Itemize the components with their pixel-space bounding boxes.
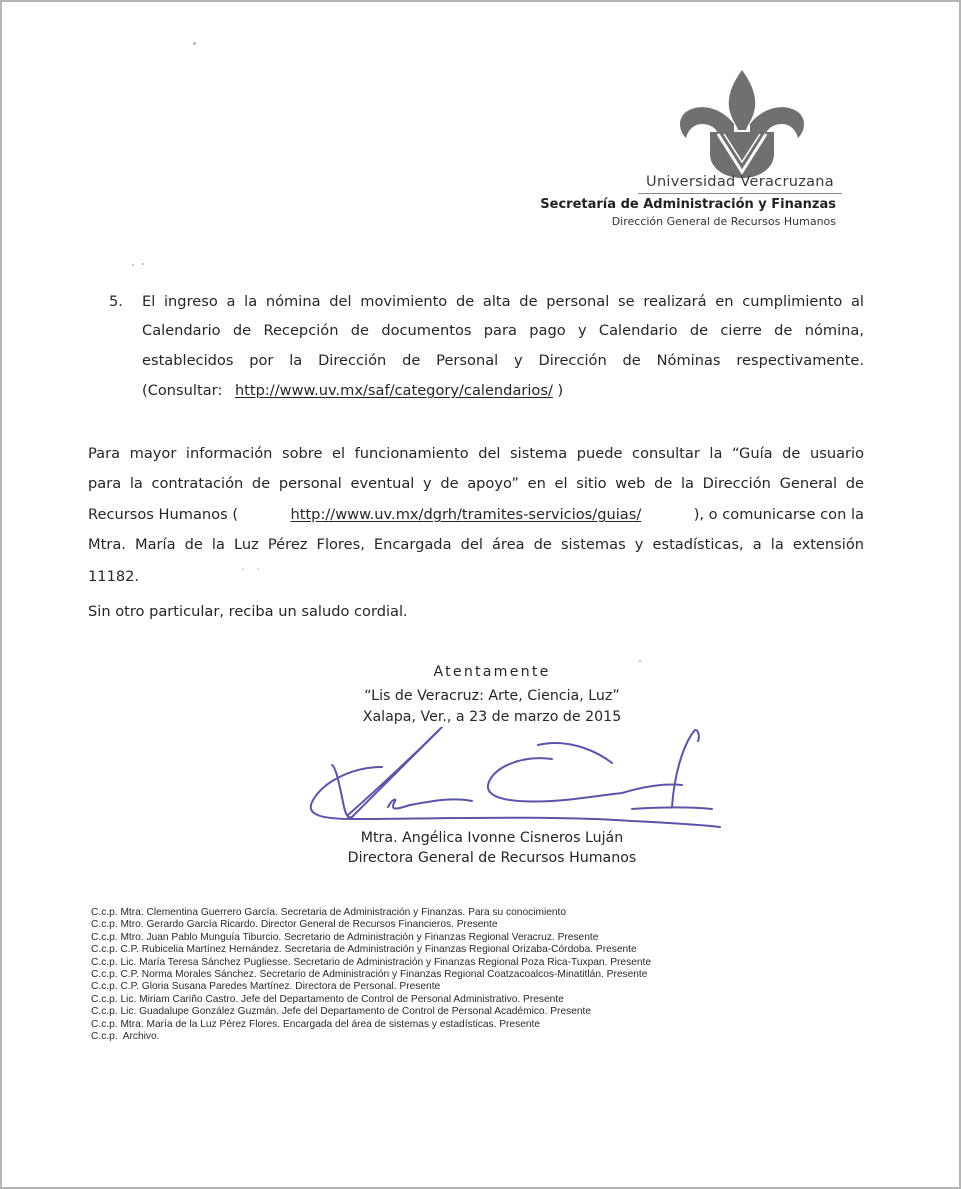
scan-speck [142,263,144,265]
item5-line: Calendario de Recepción de documentos para pago y Calendario de cierre de nómina, [142,322,864,339]
scan-speck [193,42,196,45]
cc-item: C.c.p. Mtro. Juan Pablo Munguía Tiburcio. Secretario de Administración y Finanzas Regional Veracruz. Presente [91,931,599,943]
scan-speck [257,568,259,570]
cc-item: C.c.p. Lic. Miriam Cariño Castro. Jefe del Departamento de Control de Personal Administrativo. Presente [91,993,564,1005]
direccion-name: Dirección General de Recursos Humanos [611,215,836,228]
info-line: para la contratación de personal eventual y de apoyo” en el sitio web de la Dirección General de [88,475,864,492]
item5-line: establecidos por la Dirección de Personal y Dirección de Nóminas respectivamente. [142,352,864,369]
cc-item: C.c.p. Archivo. [91,1031,160,1043]
header-rule [638,193,842,194]
cc-list [91,907,651,1043]
cc-item: C.c.p. C.P. Gloria Susana Paredes Martínez. Directora de Personal. Presente [91,981,441,993]
scan-speck [242,568,244,570]
signer-name: Mtra. Angélica Ivonne Cisneros Luján [360,830,624,846]
cc-item: C.c.p. C.P. Norma Morales Sánchez. Secretario de Administración y Finanzas Regional Coatzacoalcos-Minatitlán. Presente [91,969,648,981]
cc-item: C.c.p. Mtra. María de la Luz Pérez Flores. Encargada del área de sistemas y estadísticas. Presente [91,1018,541,1030]
info-line: Mtra. María de la Luz Pérez Flores, Encargada del área de sistemas y estadísticas, a la extensión [88,536,864,553]
consult-prefix: (Consultar: [142,382,223,399]
cc-item: C.c.p. Mtra. Clementina Guerrero García. Secretaria de Administración y Finanzas. Para su conocimiento [91,907,567,918]
info-line [88,506,864,523]
motto: “Lis de Veracruz: Arte, Ciencia, Luz” [364,688,620,704]
item5-line: El ingreso a la nómina del movimiento de alta de personal se realizará en cumplimiento al [142,293,864,310]
closing-line: Sin otro particular, reciba un saludo cordial. [88,603,408,620]
signer-title: Directora General de Recursos Humanos [347,850,637,866]
consult-suffix: ) [557,382,564,399]
scan-speck [132,264,134,266]
guias-link[interactable]: http://www.uv.mx/dgrh/tramites-servicios/guias/ [290,506,642,523]
university-name: Universidad Veracruzana [646,174,834,190]
cc-item: C.c.p. Lic. Guadalupe González Guzmán. Jefe del Departamento de Control de Personal Académico. Presente [91,1006,592,1018]
extension-number: 11182. [88,568,140,585]
cc-item: C.c.p. Mtro. Gerardo García Ricardo. Director General de Recursos Financieros. Presente [91,919,498,931]
place-date: Xalapa, Ver., a 23 de marzo de 2015 [362,709,622,725]
info-line3-suffix: ), o comunicarse con la [693,506,864,523]
signature-icon [302,727,722,842]
secretaria-name: Secretaría de Administración y Finanzas [540,197,836,212]
atentamente: Atentamente [433,664,551,680]
university-logo-icon [674,68,810,180]
info-line: Para mayor información sobre el funcionamiento del sistema puede consultar la “Guía de usuario [88,445,864,462]
info-line3-prefix: Recursos Humanos ( [88,506,239,523]
scan-speck [639,660,641,662]
cc-item: C.c.p. Lic. María Teresa Sánchez Pugliesse. Secretario de Administración y Finanzas Regional Poza Rica-Tuxpan. Presente [91,956,652,968]
consult-line [142,382,563,399]
calendarios-link[interactable]: http://www.uv.mx/saf/category/calendarios/ [234,382,553,399]
cc-item: C.c.p. C.P. Rubicelia Martínez Hernández. Secretaria de Administración y Finanzas Regional Orizaba-Córdoba. Presente [91,944,637,956]
item-number: 5. [109,293,123,310]
